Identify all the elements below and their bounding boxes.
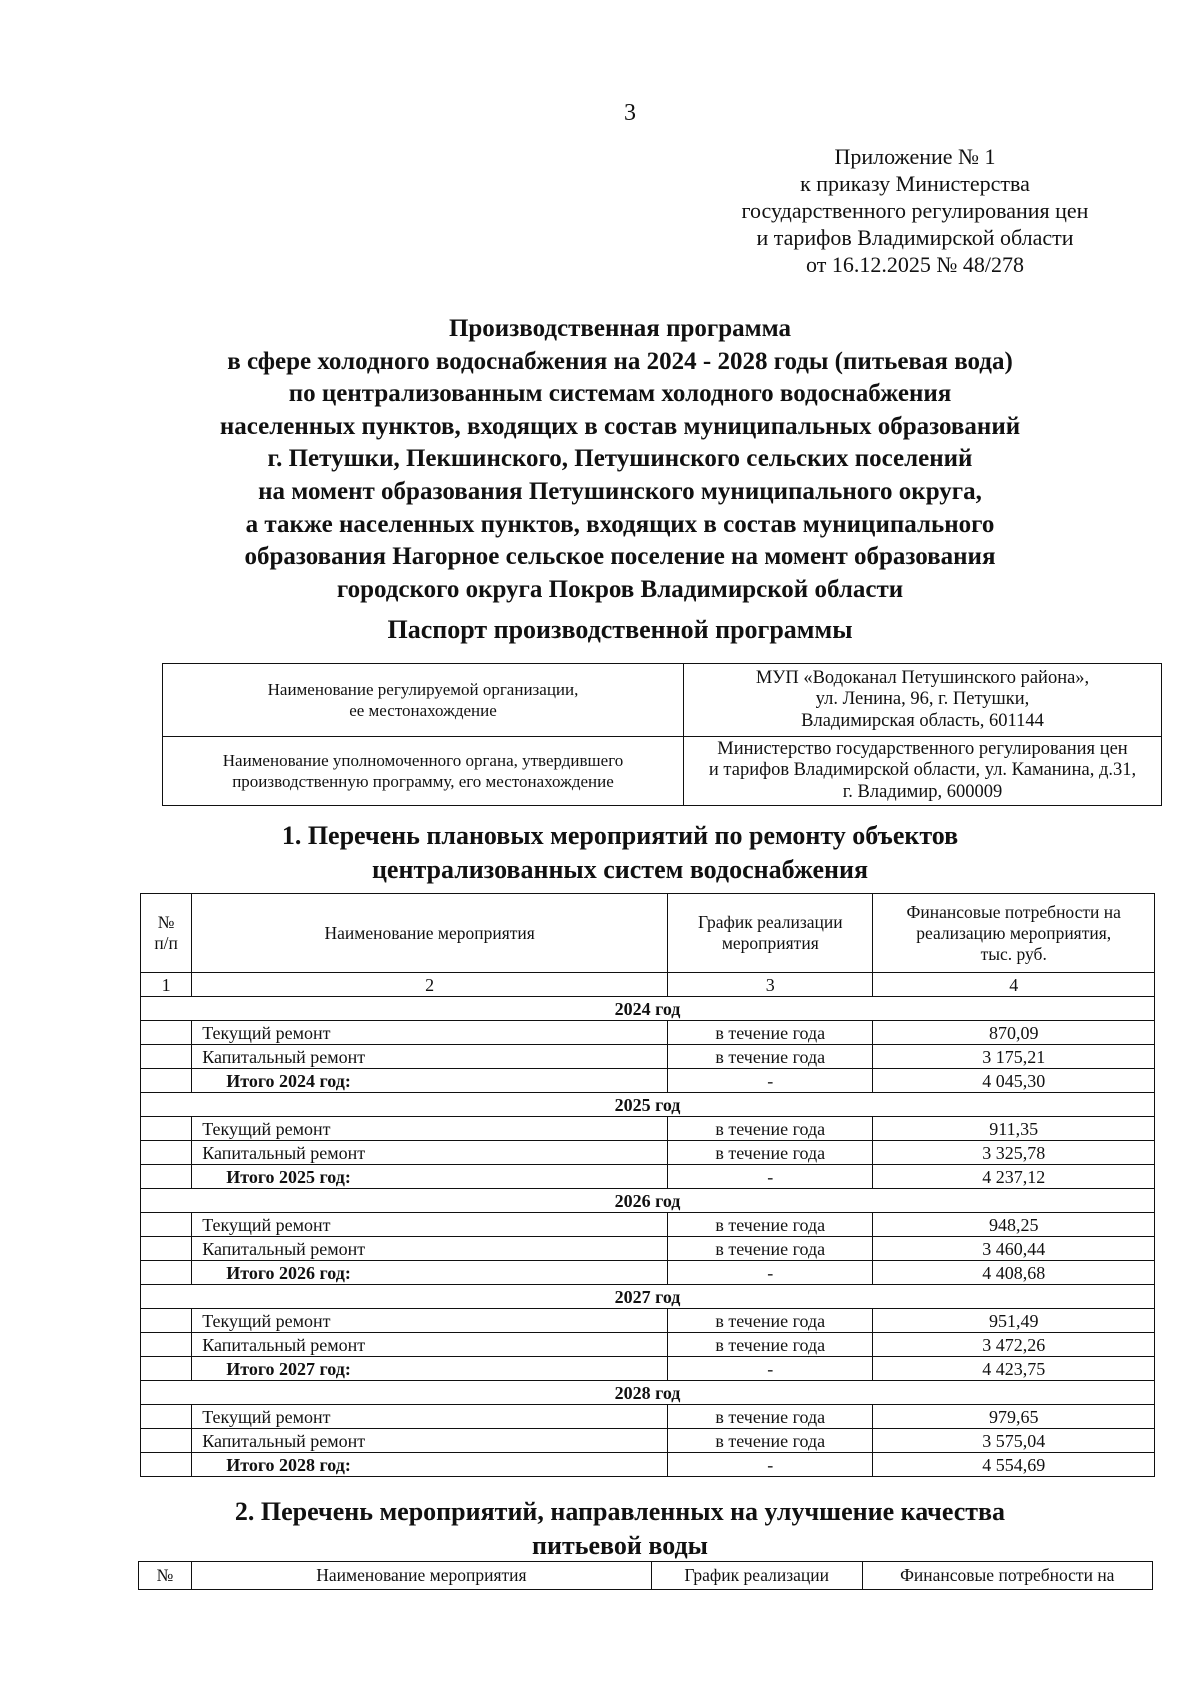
schedule-cell: в течение года (668, 1333, 873, 1357)
table-row (141, 1429, 1155, 1453)
row-number-cell (141, 1261, 192, 1285)
title-line: а также населенных пунктов, входящих в состав муниципального (245, 510, 995, 538)
header-schedule: График реализации (651, 1562, 862, 1590)
table-row (141, 1333, 1155, 1357)
table-header-row (141, 894, 1155, 973)
amount-cell: 3 175,21 (873, 1045, 1155, 1069)
amount-cell: 3 575,04 (873, 1429, 1155, 1453)
row-number-cell (141, 1429, 192, 1453)
page-number: 3 (624, 100, 636, 126)
table-row (141, 1213, 1155, 1237)
passport-title: Паспорт производственной программы (387, 615, 853, 644)
quality-measures-table (138, 1561, 1153, 1590)
measure-name-cell: Капитальный ремонт (192, 1141, 668, 1165)
amount-cell: 951,49 (873, 1309, 1155, 1333)
measure-name-cell: Капитальный ремонт (192, 1045, 668, 1069)
row-number-cell (141, 1069, 192, 1093)
column-index: 3 (668, 973, 873, 997)
passport-org-label: Наименование регулируемой организации, ее местонахождение (163, 664, 684, 737)
total-row (141, 1261, 1155, 1285)
table-row (141, 1141, 1155, 1165)
schedule-cell: - (668, 1357, 873, 1381)
header-schedule: График реализации мероприятия (668, 894, 873, 973)
amount-cell: 870,09 (873, 1021, 1155, 1045)
passport-org-value: МУП «Водоканал Петушинского района», ул. Ленина, 96, г. Петушки, Владимирская область, 601144 (684, 664, 1162, 737)
row-number-cell (141, 1405, 192, 1429)
schedule-cell: в течение года (668, 1045, 873, 1069)
year-row (141, 1381, 1155, 1405)
amount-cell: 4 408,68 (873, 1261, 1155, 1285)
schedule-cell: в течение года (668, 1213, 873, 1237)
amount-cell: 4 045,30 (873, 1069, 1155, 1093)
header-name: Наименование мероприятия (192, 894, 668, 973)
row-number-cell (141, 1141, 192, 1165)
section-2-title: 2. Перечень мероприятий, направленных на улучшение качества питьевой воды (234, 1497, 1006, 1560)
measure-name-cell: Итого 2024 год: (192, 1069, 668, 1093)
table-row (163, 664, 1162, 737)
appendix-line: к приказу Министерства (800, 171, 1030, 196)
header-num: № п/п (141, 894, 192, 973)
year-row (141, 1285, 1155, 1309)
year-label: 2026 год (141, 1189, 1155, 1213)
amount-cell: 4 554,69 (873, 1453, 1155, 1477)
amount-cell: 948,25 (873, 1213, 1155, 1237)
schedule-cell: в течение года (668, 1309, 873, 1333)
title-line: г. Петушки, Пекшинского, Петушинского сельских поселений (267, 445, 973, 473)
appendix-line: от 16.12.2025 № 48/278 (806, 252, 1024, 277)
column-index-row (141, 973, 1155, 997)
schedule-cell: в течение года (668, 1021, 873, 1045)
passport-authority-value: Министерство государственного регулирования цен и тарифов Владимирской области, ул. Каманина, д.31, г. Владимир, 600009 (684, 737, 1162, 806)
passport-table (162, 663, 1162, 806)
column-index: 4 (873, 973, 1155, 997)
year-row (141, 1189, 1155, 1213)
schedule-cell: - (668, 1069, 873, 1093)
measure-name-cell: Текущий ремонт (192, 1213, 668, 1237)
row-number-cell (141, 1117, 192, 1141)
measure-name-cell: Итого 2028 год: (192, 1453, 668, 1477)
total-row (141, 1165, 1155, 1189)
amount-cell: 4 237,12 (873, 1165, 1155, 1189)
table-row (141, 1045, 1155, 1069)
schedule-cell: в течение года (668, 1141, 873, 1165)
measure-name-cell: Итого 2027 год: (192, 1357, 668, 1381)
schedule-cell: - (668, 1453, 873, 1477)
amount-cell: 911,35 (873, 1117, 1155, 1141)
row-number-cell (141, 1213, 192, 1237)
table-row (141, 1309, 1155, 1333)
appendix-line: государственного регулирования цен (741, 198, 1089, 223)
measure-name-cell: Текущий ремонт (192, 1021, 668, 1045)
appendix-line: Приложение № 1 (834, 144, 996, 169)
schedule-cell: в течение года (668, 1237, 873, 1261)
row-number-cell (141, 1045, 192, 1069)
row-number-cell (141, 1333, 192, 1357)
row-number-cell (141, 1357, 192, 1381)
schedule-cell: в течение года (668, 1117, 873, 1141)
amount-cell: 4 423,75 (873, 1357, 1155, 1381)
total-row (141, 1069, 1155, 1093)
row-number-cell (141, 1309, 192, 1333)
title-line: Производственная программа (448, 315, 792, 342)
document-title (150, 313, 1090, 606)
measure-name-cell: Текущий ремонт (192, 1405, 668, 1429)
header-name: Наименование мероприятия (191, 1562, 651, 1590)
appendix-header (735, 143, 1095, 278)
header-finance: Финансовые потребности на (862, 1562, 1152, 1590)
row-number-cell (141, 1165, 192, 1189)
table-row (141, 1117, 1155, 1141)
title-line: населенных пунктов, входящих в состав муниципальных образований (219, 412, 1021, 440)
measure-name-cell: Капитальный ремонт (192, 1333, 668, 1357)
schedule-cell: - (668, 1261, 873, 1285)
title-line: образования Нагорное сельское поселение на момент образования (244, 543, 996, 571)
measure-name-cell: Текущий ремонт (192, 1309, 668, 1333)
amount-cell: 3 472,26 (873, 1333, 1155, 1357)
schedule-cell: - (668, 1165, 873, 1189)
title-line: городского округа Покров Владимирской области (336, 575, 904, 603)
table-header-row (139, 1562, 1153, 1590)
year-label: 2028 год (141, 1381, 1155, 1405)
column-index: 1 (141, 973, 192, 997)
row-number-cell (141, 1021, 192, 1045)
column-index: 2 (192, 973, 668, 997)
schedule-cell: в течение года (668, 1405, 873, 1429)
passport-authority-label: Наименование уполномоченного органа, утвердившего производственную программу, его местонахождение (163, 737, 684, 806)
amount-cell: 3 460,44 (873, 1237, 1155, 1261)
year-row (141, 1093, 1155, 1117)
table-row (141, 1021, 1155, 1045)
total-row (141, 1357, 1155, 1381)
amount-cell: 3 325,78 (873, 1141, 1155, 1165)
appendix-line: и тарифов Владимирской области (756, 225, 1074, 250)
table-row (141, 1237, 1155, 1261)
year-label: 2025 год (141, 1093, 1155, 1117)
table-row (163, 737, 1162, 806)
title-line: на момент образования Петушинского муниципального округа, (258, 477, 982, 505)
row-number-cell (141, 1237, 192, 1261)
repair-works-table (140, 893, 1155, 1477)
amount-cell: 979,65 (873, 1405, 1155, 1429)
table-row (141, 1405, 1155, 1429)
schedule-cell: в течение года (668, 1429, 873, 1453)
total-row (141, 1453, 1155, 1477)
year-row (141, 997, 1155, 1021)
measure-name-cell: Текущий ремонт (192, 1117, 668, 1141)
year-label: 2027 год (141, 1285, 1155, 1309)
year-label: 2024 год (141, 997, 1155, 1021)
header-finance: Финансовые потребности на реализацию мероприятия, тыс. руб. (873, 894, 1155, 973)
measure-name-cell: Капитальный ремонт (192, 1429, 668, 1453)
section-1-title: 1. Перечень плановых мероприятий по ремонту объектов централизованных систем водоснабжения (281, 821, 959, 884)
measure-name-cell: Капитальный ремонт (192, 1237, 668, 1261)
header-num: № (139, 1562, 192, 1590)
measure-name-cell: Итого 2026 год: (192, 1261, 668, 1285)
row-number-cell (141, 1453, 192, 1477)
title-line: по централизованным системам холодного водоснабжения (288, 380, 952, 408)
measure-name-cell: Итого 2025 год: (192, 1165, 668, 1189)
title-line: в сфере холодного водоснабжения на 2024 - 2028 годы (питьевая вода) (227, 347, 1013, 375)
